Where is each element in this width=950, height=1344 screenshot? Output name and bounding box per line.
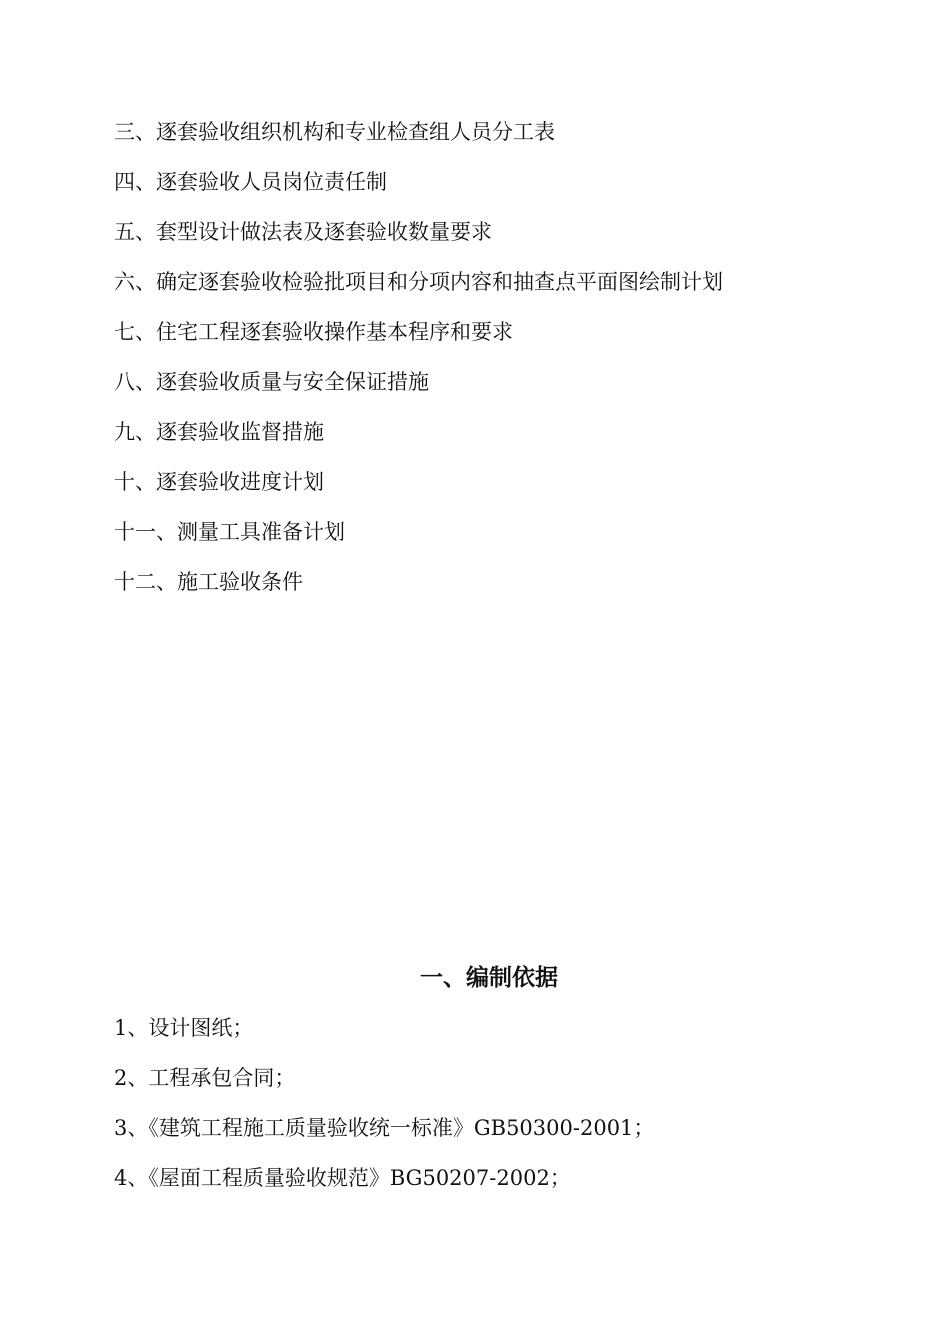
toc-item: 五、套型设计做法表及逐套验收数量要求 bbox=[114, 220, 492, 244]
toc-item: 三、逐套验收组织机构和专业检查组人员分工表 bbox=[114, 120, 555, 144]
toc-item: 四、逐套验收人员岗位责任制 bbox=[114, 170, 387, 194]
toc-item: 六、确定逐套验收检验批项目和分项内容和抽查点平面图绘制计划 bbox=[114, 270, 723, 294]
reference-item: 4、《屋面工程质量验收规范》BG50207-2002； bbox=[114, 1166, 571, 1190]
toc-item: 十二、施工验收条件 bbox=[114, 570, 303, 594]
reference-item: 3、《建筑工程施工质量验收统一标准》GB50300-2001； bbox=[114, 1116, 655, 1140]
table-of-contents bbox=[114, 114, 874, 614]
toc-item: 十一、测量工具准备计划 bbox=[114, 520, 345, 544]
toc-item: 九、逐套验收监督措施 bbox=[114, 420, 324, 444]
reference-list bbox=[114, 1010, 874, 1210]
toc-item: 七、住宅工程逐套验收操作基本程序和要求 bbox=[114, 320, 513, 344]
section-heading: 一、编制依据 bbox=[420, 964, 558, 991]
toc-item: 八、逐套验收质量与安全保证措施 bbox=[114, 370, 429, 394]
reference-item: 2、工程承包合同； bbox=[114, 1066, 296, 1090]
reference-item: 1、设计图纸； bbox=[114, 1016, 254, 1040]
toc-item: 十、逐套验收进度计划 bbox=[114, 470, 324, 494]
